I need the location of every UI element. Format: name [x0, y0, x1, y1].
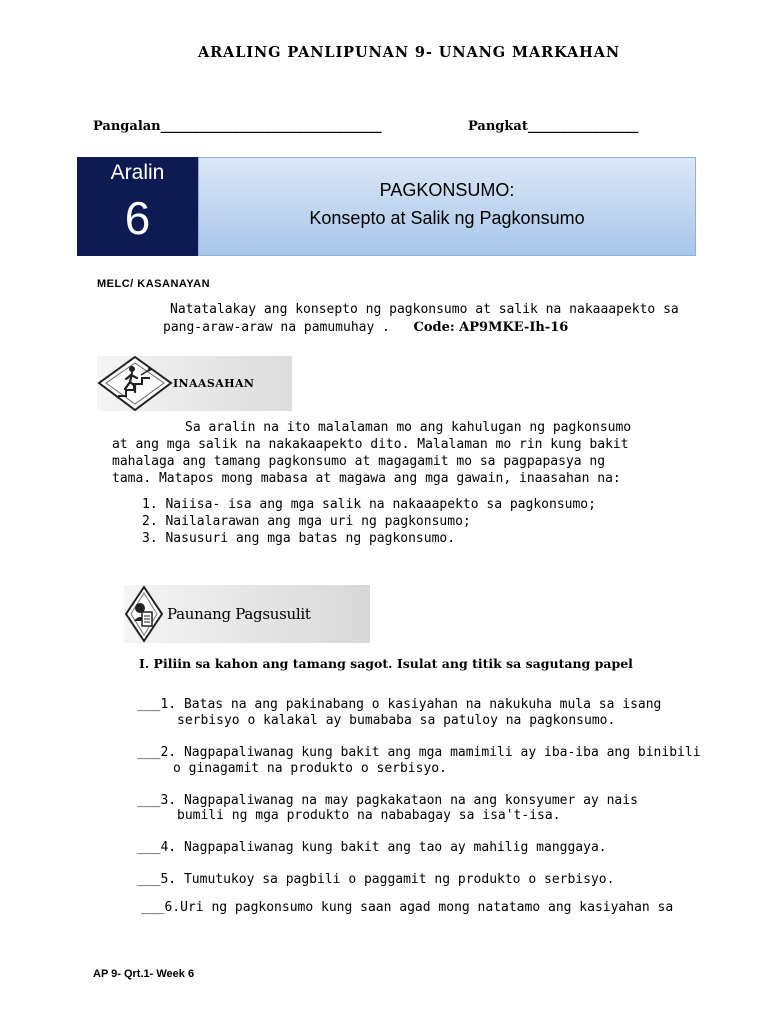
intro-text-line: Sa aralin na ito malalaman mo ang kahulugan ng pagkonsumo [185, 420, 632, 435]
question-item: ___6.Uri ng pagkonsumo kung saan agad mong natatamo ang kasiyahan sa [141, 900, 674, 915]
question-continuation: serbisyo o kalakal ay bumababa sa patuloy na pagkonsumo. [177, 713, 616, 728]
intro-text-line: mahalaga ang tamang pagkonsumo at magagamit mo sa pagpapasya ng [112, 454, 606, 469]
question-item: ___4. Nagpapaliwanag kung bakit ang tao ay mahilig manggaya. [137, 840, 607, 855]
page-title: ARALING PANLIPUNAN 9- UNANG MARKAHAN [197, 44, 621, 61]
page-footer: AP 9- Qrt.1- Week 6 [93, 968, 195, 980]
lesson-title-sub: Konsepto at Salik ng Pagkonsumo [309, 208, 585, 228]
test-instructions: I. Piliin sa kahon ang tamang sagot. Isulat ang titik sa sagutang papel [139, 656, 633, 671]
lesson-title-box [198, 157, 696, 256]
melc-text-line [163, 320, 568, 336]
objective-item: 2. Nailalarawan ang mga uri ng pagkonsumo; [142, 514, 471, 529]
lesson-title-main: PAGKONSUMO: [379, 180, 515, 200]
intro-text-line: tama. Matapos mong mabasa at magawa ang mga gawain, inaasahan na: [112, 471, 621, 486]
lesson-number-box [77, 157, 198, 256]
name-field-label: Pangalan__________________________________ [93, 119, 382, 134]
question-item: ___5. Tumutukoy sa pagbili o paggamit ng produkto o serbisyo. [137, 872, 615, 887]
lesson-word: Aralin [110, 161, 165, 184]
melc-text-end: pang-araw-araw na pamumuhay . [163, 320, 390, 335]
melc-text-line: Natatalakay ang konsepto ng pagkonsumo at salik na nakaaapekto sa [170, 302, 679, 317]
question-item: ___3. Nagpapaliwanag na may pagkakataon na ang konsyumer ay nais [137, 793, 638, 808]
section-field-label: Pangkat_________________ [468, 119, 639, 134]
objective-item: 1. Naiisa- isa ang mga salik na nakaaapekto sa pagkonsumo; [142, 497, 596, 512]
question-continuation: o ginagamit na produkto o serbisyo. [173, 761, 447, 776]
inaasahan-label: INAASAHAN [173, 377, 255, 390]
lesson-number: 6 [124, 192, 151, 244]
paunang-pagsusulit-label: Paunang Pagsusulit [167, 605, 311, 623]
melc-heading: MELC/ KASANAYAN [97, 278, 211, 290]
question-item: ___2. Nagpapaliwanag kung bakit ang mga mamimili ay iba-iba ang binibili [137, 745, 701, 760]
objective-item: 3. Nasusuri ang mga batas ng pagkonsumo. [142, 531, 456, 546]
melc-code: Code: AP9MKE-Ih-16 [413, 320, 569, 335]
question-continuation: bumili ng mga produkto na nababagay sa isa't-isa. [177, 808, 561, 823]
intro-text-line: at ang mga salik na nakakaapekto dito. Malalaman mo rin kung bakit [112, 437, 629, 452]
question-item: ___1. Batas na ang pakinabang o kasiyahan na nakukuha mula sa isang [137, 697, 662, 712]
